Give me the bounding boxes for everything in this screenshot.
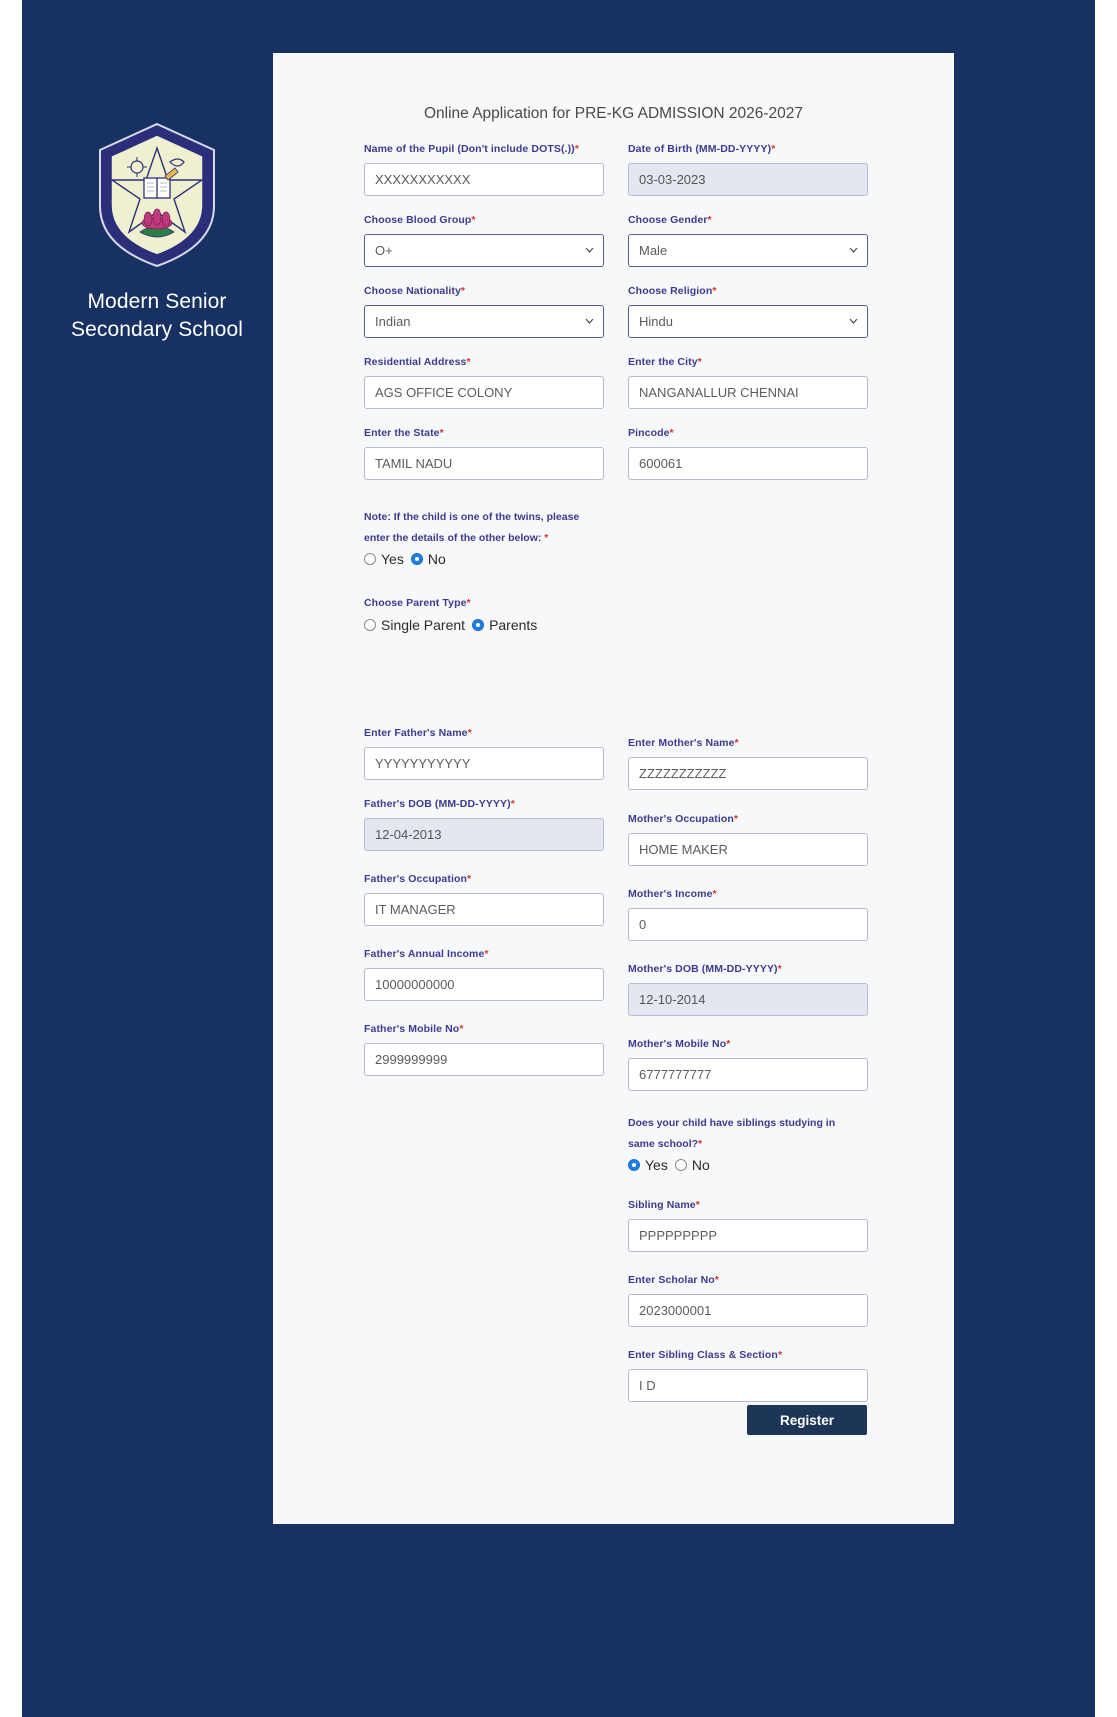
field-mother-occupation xyxy=(628,811,868,866)
field-sibling-name xyxy=(628,1197,868,1252)
mother-income-input[interactable] xyxy=(628,908,868,941)
label-father-mobile: Father's Mobile No* xyxy=(364,1023,464,1035)
required-marker: * xyxy=(466,356,471,368)
father-name-input[interactable] xyxy=(364,747,604,780)
required-marker: * xyxy=(734,737,739,749)
label-sibling-name: Sibling Name* xyxy=(628,1199,700,1211)
required-marker: * xyxy=(467,873,472,885)
required-marker: * xyxy=(733,813,739,825)
field-mother-mobile xyxy=(628,1036,868,1091)
blood-group-select[interactable] xyxy=(364,234,604,267)
twins-yes-label: Yes xyxy=(381,551,404,567)
field-father-income xyxy=(364,946,604,1001)
pupil-name-input[interactable] xyxy=(364,163,604,196)
label-mother-dob: Mother's DOB (MM-DD-YYYY)* xyxy=(628,963,782,975)
required-marker: * xyxy=(510,798,515,810)
field-scholar-no xyxy=(628,1272,868,1327)
siblings-radio-group xyxy=(628,1157,868,1173)
siblings-no-option[interactable] xyxy=(675,1157,710,1173)
field-state xyxy=(364,425,604,480)
residential-address-input[interactable] xyxy=(364,376,604,409)
mother-name-input[interactable] xyxy=(628,757,868,790)
field-dob xyxy=(628,141,868,196)
siblings-yes-label: Yes xyxy=(645,1157,668,1173)
required-marker: * xyxy=(697,356,702,368)
twins-radio-group xyxy=(364,551,604,567)
field-gender xyxy=(628,212,868,267)
required-marker: * xyxy=(777,963,782,975)
label-pupil-name: Name of the Pupil (Don't include DOTS(.))* xyxy=(364,143,579,155)
school-crest-icon xyxy=(92,120,222,270)
required-marker: * xyxy=(439,427,444,439)
radio-selected-icon[interactable] xyxy=(472,619,484,631)
label-religion: Choose Religion* xyxy=(628,285,717,297)
field-twins-note xyxy=(364,507,604,567)
field-father-mobile xyxy=(364,1021,604,1076)
required-marker: * xyxy=(698,1138,703,1150)
label-siblings-question: Does your child have siblings studying in same school?* xyxy=(628,1117,836,1150)
field-father-name xyxy=(364,725,604,780)
required-marker: * xyxy=(459,1023,464,1035)
label-mother-income: Mother's Income* xyxy=(628,888,717,900)
page-title: Online Application for PRE-KG ADMISSION 2026-2027 xyxy=(423,105,804,122)
label-pincode: Pincode* xyxy=(628,427,674,439)
label-parent-type: Choose Parent Type* xyxy=(364,597,471,609)
field-sibling-class xyxy=(628,1347,868,1402)
required-marker: * xyxy=(574,143,579,155)
field-city xyxy=(628,354,868,409)
school-branding xyxy=(22,120,292,344)
field-mother-name xyxy=(628,735,868,790)
required-marker: * xyxy=(669,427,674,439)
sibling-name-input[interactable] xyxy=(628,1219,868,1252)
required-marker: * xyxy=(471,214,476,226)
required-marker: * xyxy=(707,214,712,226)
label-twins-note: Note: If the child is one of the twins, please enter the details of the other below: * xyxy=(364,511,580,544)
siblings-yes-option[interactable] xyxy=(628,1157,668,1173)
label-state: Enter the State* xyxy=(364,427,444,439)
nationality-select-wrap xyxy=(364,305,604,338)
field-pincode xyxy=(628,425,868,480)
parent-type-single-option[interactable] xyxy=(364,617,465,633)
radio-selected-icon[interactable] xyxy=(411,553,423,565)
label-dob: Date of Birth (MM-DD-YYYY)* xyxy=(628,143,776,155)
siblings-no-label: No xyxy=(691,1157,710,1173)
parent-type-both-label: Parents xyxy=(489,617,538,633)
label-father-name: Enter Father's Name* xyxy=(364,727,472,739)
required-marker: * xyxy=(544,532,549,544)
field-parent-type xyxy=(364,595,604,633)
required-marker: * xyxy=(467,727,472,739)
radio-unselected-icon[interactable] xyxy=(364,553,376,565)
label-father-dob: Father's DOB (MM-DD-YYYY)* xyxy=(364,798,515,810)
radio-unselected-icon[interactable] xyxy=(364,619,376,631)
twins-yes-option[interactable] xyxy=(364,551,404,567)
required-marker: * xyxy=(484,948,489,960)
section-spacer xyxy=(364,649,604,725)
required-marker: * xyxy=(714,1274,719,1286)
label-residential-address: Residential Address* xyxy=(364,356,471,368)
gender-select[interactable] xyxy=(628,234,868,267)
required-marker: * xyxy=(460,285,466,297)
father-dob-input[interactable] xyxy=(364,818,604,851)
state-input[interactable] xyxy=(364,447,604,480)
dob-input[interactable] xyxy=(628,163,868,196)
required-marker: * xyxy=(466,597,471,609)
field-siblings-question xyxy=(628,1113,868,1173)
blood-group-select-wrap xyxy=(364,234,604,267)
twins-no-label: No xyxy=(427,551,446,567)
mother-dob-input[interactable] xyxy=(628,983,868,1016)
twins-no-option[interactable] xyxy=(411,551,446,567)
label-mother-occupation: Mother's Occupation* xyxy=(628,813,739,825)
scholar-no-input[interactable] xyxy=(628,1294,868,1327)
parent-type-radio-group xyxy=(364,617,604,633)
field-religion xyxy=(628,283,868,338)
label-mother-name: Enter Mother's Name* xyxy=(628,737,739,749)
label-scholar-no: Enter Scholar No* xyxy=(628,1274,719,1286)
application-form-card xyxy=(273,53,954,1524)
label-blood-group: Choose Blood Group* xyxy=(364,214,476,226)
sibling-class-input[interactable] xyxy=(628,1369,868,1402)
form-column-right xyxy=(628,141,868,1418)
label-mother-mobile: Mother's Mobile No* xyxy=(628,1038,731,1050)
radio-selected-icon[interactable] xyxy=(628,1159,640,1171)
field-father-dob xyxy=(364,796,604,851)
religion-select[interactable] xyxy=(628,305,868,338)
label-city: Enter the City* xyxy=(628,356,702,368)
required-marker: * xyxy=(712,285,717,297)
label-gender: Choose Gender* xyxy=(628,214,712,226)
form-column-left xyxy=(364,141,604,1092)
required-marker: * xyxy=(712,888,717,900)
father-occupation-input[interactable] xyxy=(364,893,604,926)
mother-mobile-input[interactable] xyxy=(628,1058,868,1091)
section-spacer xyxy=(628,496,868,735)
school-name-line-2: Secondary School xyxy=(70,318,244,341)
pincode-input[interactable] xyxy=(628,447,868,480)
field-nationality xyxy=(364,283,604,338)
field-pupil-name xyxy=(364,141,604,196)
field-mother-income xyxy=(628,886,868,941)
required-marker: * xyxy=(695,1199,700,1211)
school-name xyxy=(22,288,292,344)
label-father-occupation: Father's Occupation* xyxy=(364,873,472,885)
city-input[interactable] xyxy=(628,376,868,409)
field-blood-group xyxy=(364,212,604,267)
field-father-occupation xyxy=(364,871,604,926)
religion-select-wrap xyxy=(628,305,868,338)
required-marker: * xyxy=(777,1349,783,1361)
label-sibling-class: Enter Sibling Class & Section* xyxy=(628,1349,783,1361)
mother-occupation-input[interactable] xyxy=(628,833,868,866)
required-marker: * xyxy=(726,1038,731,1050)
label-nationality: Choose Nationality* xyxy=(364,285,466,297)
field-residential-address xyxy=(364,354,604,409)
parent-type-both-option[interactable] xyxy=(472,617,537,633)
radio-unselected-icon[interactable] xyxy=(675,1159,687,1171)
father-mobile-input[interactable] xyxy=(364,1043,604,1076)
field-mother-dob xyxy=(628,961,868,1016)
father-income-input[interactable] xyxy=(364,968,604,1001)
required-marker: * xyxy=(771,143,776,155)
register-button[interactable]: Register xyxy=(747,1405,867,1435)
school-name-line-1: Modern Senior xyxy=(87,290,227,313)
gender-select-wrap xyxy=(628,234,868,267)
parent-type-single-label: Single Parent xyxy=(381,617,466,633)
label-father-income: Father's Annual Income* xyxy=(364,948,489,960)
nationality-select[interactable] xyxy=(364,305,604,338)
